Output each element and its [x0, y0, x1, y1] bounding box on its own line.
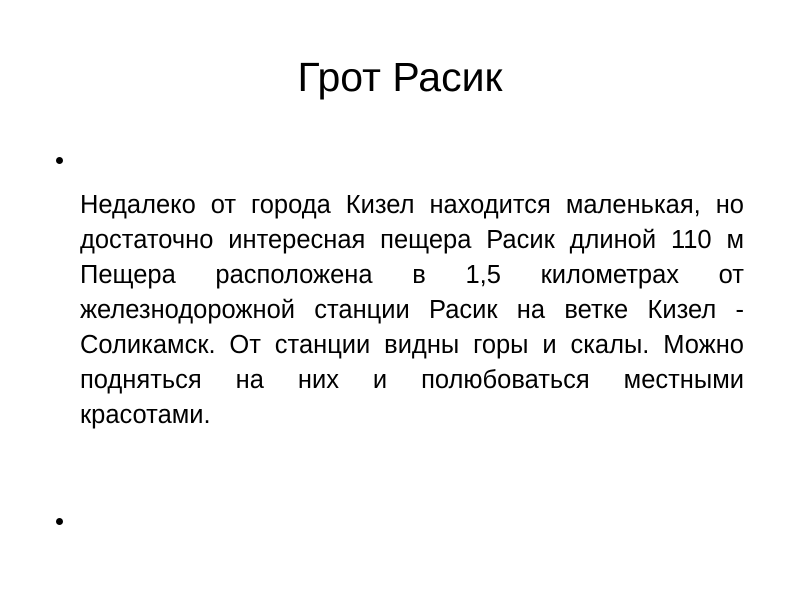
- bullet-point-2: [56, 518, 68, 530]
- bullet-point-1: [56, 157, 68, 169]
- bullet-dot-icon: [56, 157, 63, 164]
- slide-body-paragraph: Недалеко от города Кизел находится маленькая, но достаточно интересная пещера Расик длиной 110 м Пещера расположена в 1,5 километрах от железнодорожной станции Расик на ветке Кизел - Соликамск. От станции видны горы и скалы. Можно подняться на них и полюбоваться местными красотами.: [80, 191, 744, 429]
- bullet-dot-icon: [56, 518, 63, 525]
- slide-title: Грот Расик: [297, 54, 503, 100]
